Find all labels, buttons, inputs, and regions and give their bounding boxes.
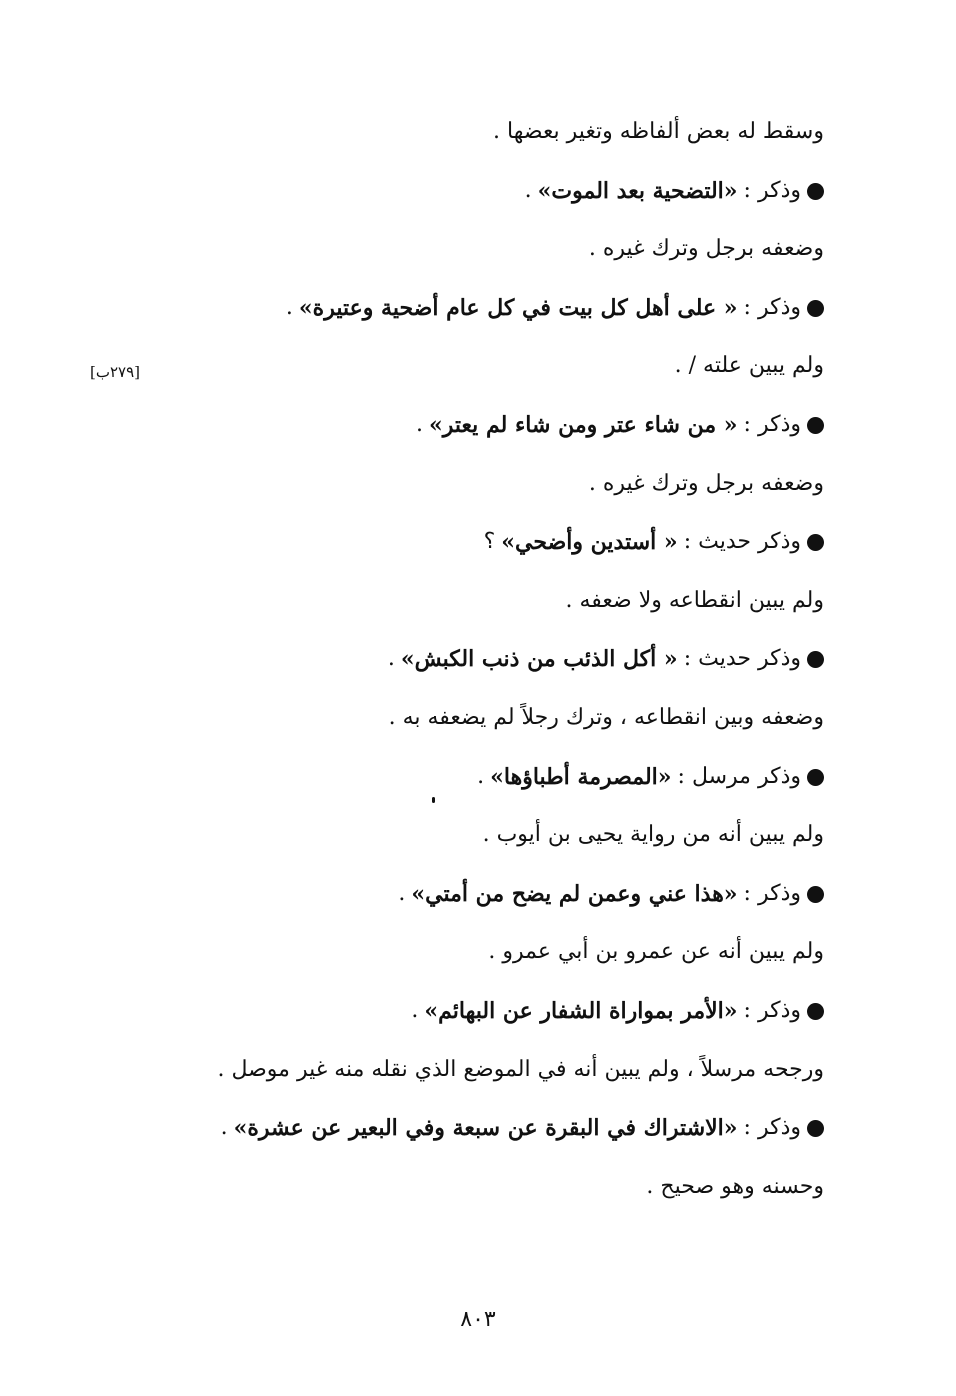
hadith-quote: «الاشتراك في البقرة عن سبعة وفي البعير عن عشرة» xyxy=(233,1115,738,1141)
entry xyxy=(221,1113,824,1143)
entry-line xyxy=(388,644,824,677)
entry-punctuation: . xyxy=(220,1115,228,1140)
entry-prefix: وذكر : xyxy=(743,881,801,906)
commentary-text: ولم يبين انقطاعه ولا ضعفه . xyxy=(565,588,824,613)
entry-line xyxy=(286,293,824,326)
hadith-quote: «هذا عني وعمن لم يضح من أمتي» xyxy=(411,881,738,907)
commentary-text: وضعفه برجل وترك غيره . xyxy=(588,471,824,496)
entry-punctuation: . xyxy=(387,646,395,671)
entry-prefix: وذكر : xyxy=(743,295,801,320)
page-number: ٨٠٣ xyxy=(460,1307,496,1332)
commentary-line xyxy=(675,351,824,381)
entry-punctuation: . xyxy=(411,998,419,1023)
commentary-text: وسقط له بعض ألفاظه وتغير بعضها . xyxy=(493,119,824,144)
bullet-icon xyxy=(807,534,824,551)
entry xyxy=(525,176,824,206)
commentary-text: ولم يبين أنه من رواية يحيى بن أيوب . xyxy=(482,822,824,847)
commentary-line xyxy=(566,586,825,616)
entry-line xyxy=(416,410,824,443)
hadith-quote: «الأمر بمواراة الشفار عن البهائم» xyxy=(424,998,738,1024)
entry-line xyxy=(477,762,824,795)
entry-prefix: وذكر : xyxy=(743,412,801,437)
bullet-icon xyxy=(807,886,824,903)
entry xyxy=(388,644,824,674)
entry-punctuation: . xyxy=(285,295,293,320)
bullet-icon xyxy=(807,1120,824,1137)
commentary-line xyxy=(483,820,824,850)
commentary-line xyxy=(389,703,824,733)
hadith-quote: «التضحية بعد الموت» xyxy=(537,178,738,204)
entry-prefix: وذكر مرسل : xyxy=(677,764,801,789)
bullet-icon xyxy=(807,300,824,317)
entry-prefix: وذكر : xyxy=(743,998,801,1023)
commentary-line xyxy=(646,1172,824,1202)
entry xyxy=(484,527,824,557)
commentary-line xyxy=(217,1055,824,1085)
hadith-quote: « أكل الذئب من ذنب الكبش» xyxy=(400,646,678,672)
entry-line xyxy=(221,1113,824,1146)
commentary-text: وضعفه وبين انقطاعه ، وترك رجلاً لم يضعفه به . xyxy=(388,705,824,730)
hadith-quote: « أستدين وأضحي» xyxy=(501,529,678,555)
entry-punctuation: . xyxy=(398,881,406,906)
bullet-icon xyxy=(807,1003,824,1020)
bullet-icon xyxy=(807,183,824,200)
entry xyxy=(286,293,824,323)
entry-prefix: وذكر حديث : xyxy=(683,646,801,671)
entry-line xyxy=(484,527,824,560)
commentary-text: وحسنه وهو صحيح . xyxy=(646,1174,824,1199)
ink-speck xyxy=(432,797,435,803)
entry-prefix: وذكر : xyxy=(743,178,801,203)
entry-line xyxy=(525,176,824,209)
bullet-icon xyxy=(807,769,824,786)
entry-line xyxy=(411,996,824,1029)
entry-punctuation: . xyxy=(524,178,532,203)
entry-prefix: وذكر : xyxy=(743,1115,801,1140)
hadith-quote: «المصرمة أطباؤها» xyxy=(490,764,672,790)
hadith-quote: « على أهل كل بيت في كل عام أضحية وعتيرة» xyxy=(298,295,738,321)
bullet-icon xyxy=(807,417,824,434)
entry xyxy=(398,879,824,909)
commentary-line xyxy=(589,234,824,264)
hadith-quote: « من شاء عتر ومن شاء لم يعتر» xyxy=(429,412,738,438)
entry xyxy=(477,762,824,792)
commentary-text: ولم يبين أنه عن عمرو بن أبي عمرو . xyxy=(488,939,824,964)
entry-punctuation: . xyxy=(416,412,424,437)
bullet-icon xyxy=(807,651,824,668)
commentary-text: ولم يبين علته / . xyxy=(674,353,824,378)
commentary-line xyxy=(589,469,824,499)
commentary-line xyxy=(493,117,824,147)
commentary-text: ورجحه مرسلاً ، ولم يبين أنه في الموضع الذي نقله منه غير موصل . xyxy=(217,1057,824,1082)
entry-line xyxy=(398,879,824,912)
commentary-line xyxy=(488,937,824,967)
entry xyxy=(416,410,824,440)
margin-folio-note: [٢٧٩ب] xyxy=(90,363,141,381)
entry-punctuation: ؟ xyxy=(483,529,496,554)
entry-punctuation: . xyxy=(477,764,485,789)
entry-prefix: وذكر حديث : xyxy=(683,529,801,554)
entry xyxy=(411,996,824,1026)
commentary-text: وضعفه برجل وترك غيره . xyxy=(588,236,824,261)
